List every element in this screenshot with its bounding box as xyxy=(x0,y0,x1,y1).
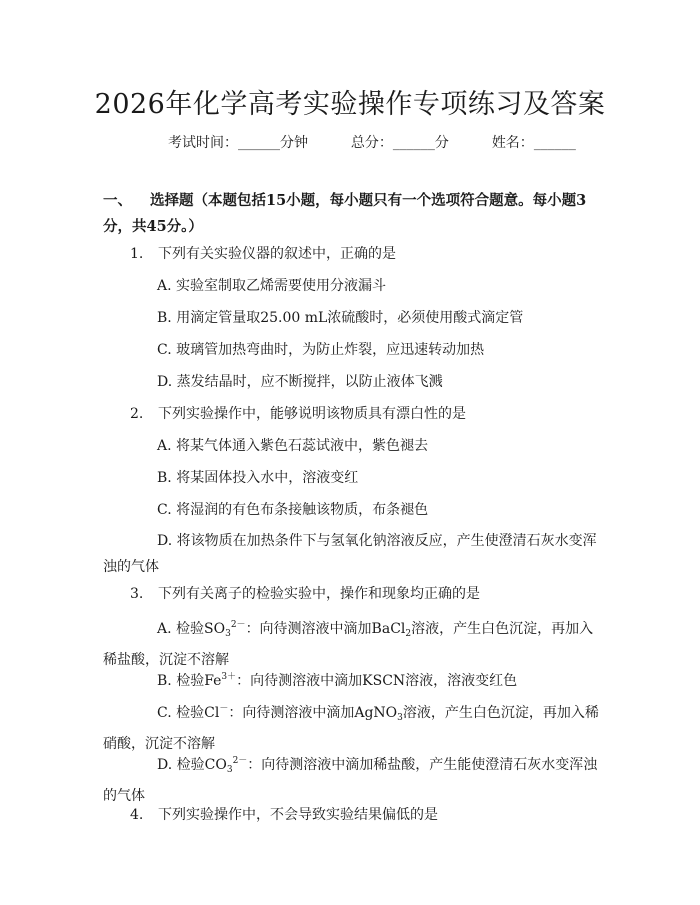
section-number: 一、 xyxy=(103,192,132,209)
question-2-option-a: A. 将某气体通入紫色石蕊试液中，紫色褪去 xyxy=(157,438,429,454)
question-1-option-c: C. 玻璃管加热弯曲时，为防止炸裂，应迅速转动加热 xyxy=(157,342,485,358)
score-label: 总分： xyxy=(350,135,393,151)
question-1-option-d: D. 蒸发结晶时，应不断搅拌，以防止液体飞溅 xyxy=(157,374,443,390)
section-heading xyxy=(103,188,603,240)
question-text: 下列实验操作中，能够说明该物质具有漂白性的是 xyxy=(158,406,466,422)
question-text: 下列实验操作中，不会导致实验结果偏低的是 xyxy=(158,807,438,823)
question-number: 4. xyxy=(130,807,144,823)
score-unit: 分 xyxy=(434,135,449,151)
question-1 xyxy=(130,241,600,267)
question-number: 1. xyxy=(130,246,144,262)
name-blank: ______ xyxy=(533,135,576,151)
exam-title: 2026年化学高考实验操作专项练习及答案 xyxy=(94,89,606,120)
question-2-option-b: B. 将某固体投入水中，溶液变红 xyxy=(157,470,359,486)
question-2 xyxy=(130,401,600,427)
question-2-option-d: D. 将该物质在加热条件下与氢氧化钠溶液反应，产生使澄清石灰水变浑浊的气体 xyxy=(103,533,597,575)
time-label: 考试时间： xyxy=(168,135,238,151)
question-3 xyxy=(130,581,600,607)
time-blank: ______ xyxy=(238,135,280,151)
question-number: 3. xyxy=(130,586,144,602)
question-text: 下列有关离子的检验实验中，操作和现象均正确的是 xyxy=(158,586,480,602)
question-1-option-a: A. 实验室制取乙烯需要使用分液漏斗 xyxy=(157,278,387,294)
question-3-option-b: B. 检验$Fe^{3+}$：向待测溶液中滴加KSCN溶液，溶液变红色 xyxy=(157,672,518,689)
question-2-option-c: C. 将湿润的有色布条接触该物质，布条褪色 xyxy=(157,502,429,518)
name-label: 姓名： xyxy=(491,135,534,151)
exam-info-line xyxy=(168,132,576,152)
question-number: 2. xyxy=(130,406,144,422)
question-1-option-b: B. 用滴定管量取25.00 mL浓硫酸时，必须使用酸式滴定管 xyxy=(157,310,524,326)
question-4 xyxy=(130,802,600,828)
section-text: 选择题（本题包括15小题，每小题只有一个选项符合题意。每小题3分，共45分。） xyxy=(103,192,587,235)
question-3-option-a: A. 检验$SO_3^{2-}$：向待测溶液中滴加BaCl$_2$溶液，产生白色沉淀，再加入稀盐酸，沉淀不溶解 xyxy=(103,620,594,668)
question-3-option-d: D. 检验$CO_3^{2-}$：向待测溶液中滴加稀盐酸，产生能使澄清石灰水变浑浊的气体 xyxy=(103,756,598,804)
time-unit: 分钟 xyxy=(280,135,308,151)
score-blank: ______ xyxy=(392,135,435,151)
question-text: 下列有关实验仪器的叙述中，正确的是 xyxy=(158,246,396,262)
question-3-option-c: C. 检验Cl－：向待测溶液中滴加AgNO$_3$溶液，产生白色沉淀，再加入稀硝酸，沉淀不溶解 xyxy=(103,704,599,752)
